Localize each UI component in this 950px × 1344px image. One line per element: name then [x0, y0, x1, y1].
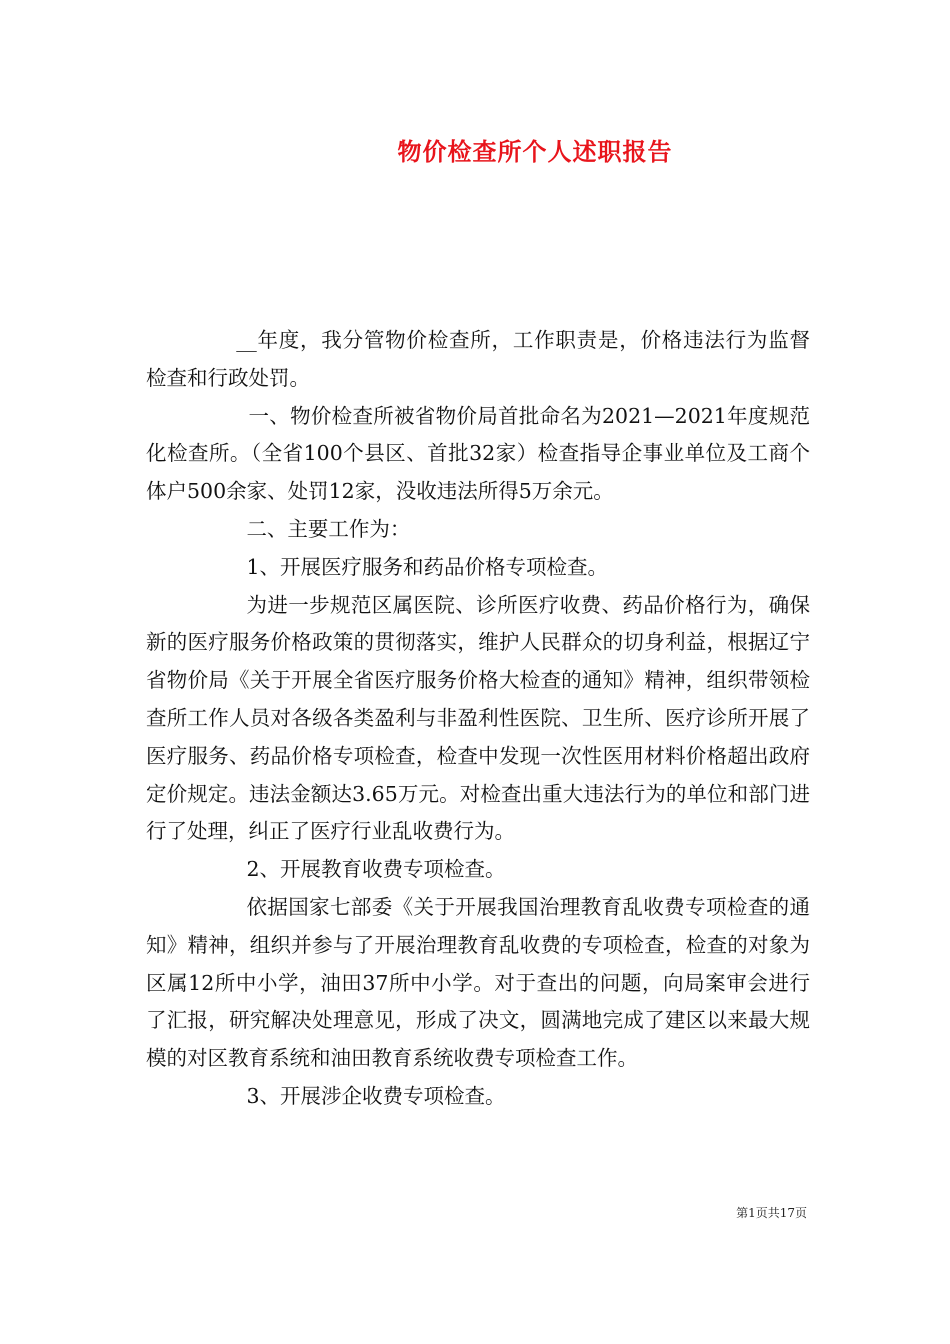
- paragraph-item-2-body: 依据国家七部委《关于开展我国治理教育乱收费专项检查的通知》精神，组织并参与了开展治理教育乱收费的专项检查，检查的对象为区属12所中小学，油田37所中小学。对于查出的问题，向局案审会进行了汇报，研究解决处理意见，形成了决文，圆满地完成了建区以来最大规模的对区教育系统和油田教育系统收费专项检查工作。: [146, 894, 810, 1071]
- paragraph-section-one: 一、物价检查所被省物价局首批命名为2021—2021年度规范化检查所。（全省100个县区、首批32家）检查指导企事业单位及工商个体户500余家、处罚12家，没收违法所得5万余元。: [146, 403, 810, 504]
- document-body: [146, 322, 810, 1116]
- paragraph-item-2-heading: 2、开展教育收费专项检查。: [246, 857, 506, 882]
- page-number-footer: 第1页共17页: [736, 1206, 807, 1220]
- paragraph-intro: __年度，我分管物价检查所，工作职责是，价格违法行为监督检查和行政处罚。: [146, 328, 810, 390]
- paragraph-item-3-heading: 3、开展涉企收费专项检查。: [246, 1083, 506, 1108]
- page-title: 物价检查所个人述职报告: [397, 137, 673, 166]
- paragraph-item-1-heading: 1、开展医疗服务和药品价格专项检查。: [246, 554, 608, 579]
- paragraph-item-1-body: 为进一步规范区属医院、诊所医疗收费、药品价格行为，确保新的医疗服务价格政策的贯彻落实，维护人民群众的切身利益，根据辽宁省物价局《关于开展全省医疗服务价格大检查的通知》精神，组织带领检查所工作人员对各级各类盈利与非盈利性医院、卫生所、医疗诊所开展了医疗服务、药品价格专项检查，检查中发现一次性医用材料价格超出政府定价规定。违法金额达3.65万元。对检查出重大违法行为的单位和部门进行了处理，纠正了医疗行业乱收费行为。: [146, 592, 810, 844]
- paragraph-section-two-heading: 二、主要工作为：: [246, 516, 411, 541]
